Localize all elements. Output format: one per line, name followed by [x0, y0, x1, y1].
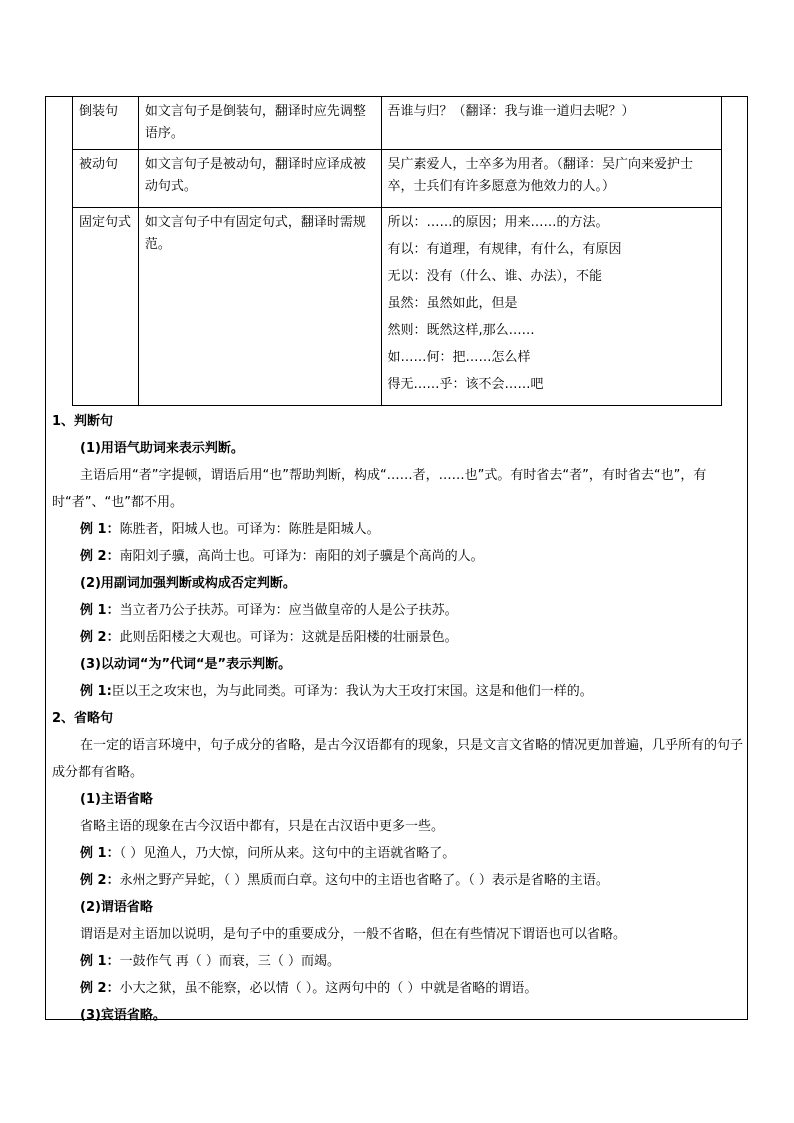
- section-heading: 2、省略句: [52, 711, 114, 726]
- method-cell: 如文言句子是被动句，翻译时应译成被动句式。: [138, 150, 381, 208]
- example-line: [52, 516, 744, 543]
- example-line: 得无……乎：该不会……吧: [387, 377, 544, 392]
- example-label: 例 1:: [80, 684, 112, 699]
- example-line: 吴广素爱人，士卒多为用者。（翻译：吴广向来爱护士卒，士兵们有许多愿意为他效力的人。）: [387, 157, 694, 194]
- example-cell: [381, 208, 721, 406]
- example-line: [52, 948, 744, 975]
- example-line: [52, 543, 744, 570]
- sentence-type-table: [72, 96, 722, 406]
- example-text: 陈胜者，阳城人也。可译为：陈胜是阳城人。: [119, 522, 380, 537]
- paragraph: 谓语是对主语加以说明，是句子中的重要成分，一般不省略，但在有些情况下谓语也可以省略。: [80, 927, 627, 942]
- sentence-type-cell: 倒装句: [73, 97, 139, 150]
- paragraph: 主语后用“者”字提顿，谓语后用“也”帮助判断，构成“……者，……也”式。有时省去“者”，有时省去“也”，有时“者”、“也”都不用。: [52, 468, 707, 510]
- section-heading: 1、判断句: [52, 414, 114, 429]
- subsection-heading: (2)谓语省略: [80, 900, 153, 915]
- example-text: 臣以王之攻宋也，为与此同类。可译为：我认为大王攻打宋国。这是和他们一样的。: [111, 684, 593, 699]
- example-line: [52, 867, 744, 894]
- example-cell: [381, 150, 721, 208]
- example-line: 吾谁与归？（翻译：我与谁一道归去呢？）: [387, 104, 635, 119]
- example-text: 此则岳阳楼之大观也。可译为：这就是岳阳楼的壮丽景色。: [119, 630, 458, 645]
- example-line: 有以：有道理，有规律，有什么，有原因: [387, 242, 622, 257]
- table-row: [73, 150, 722, 208]
- sentence-type-cell: 固定句式: [73, 208, 139, 406]
- example-line: 如……何：把……怎么样: [387, 350, 531, 365]
- example-line: [52, 678, 744, 705]
- example-line: [52, 597, 744, 624]
- example-line: 虽然：虽然如此，但是: [387, 296, 518, 311]
- table-row: [73, 208, 722, 406]
- example-label: 例 2：: [80, 630, 120, 645]
- method-cell: 如文言句子中有固定句式，翻译时需规范。: [138, 208, 381, 406]
- example-line: 无以：没有（什么、谁、办法），不能: [387, 269, 603, 284]
- example-label: 例 1：: [80, 522, 120, 537]
- method-cell: 如文言句子是倒装句，翻译时应先调整语序。: [138, 97, 381, 150]
- example-label: 例 2：: [80, 549, 120, 564]
- table-row: [73, 97, 722, 150]
- subsection-heading: (1)主语省略: [80, 792, 153, 807]
- paragraph: 省略主语的现象在古今汉语中都有，只是在古汉语中更多一些。: [80, 819, 445, 834]
- example-label: 例 2：: [80, 873, 120, 888]
- example-cell: [381, 97, 721, 150]
- example-line: [52, 840, 744, 867]
- example-label: 例 1：: [80, 603, 120, 618]
- subsection-heading: (3)以动词“为”代词“是”表示判断。: [80, 657, 292, 672]
- subsection-heading: (3)宾语省略。: [80, 1008, 166, 1023]
- example-text: （ ）见渔人，乃大惊，问所从来。这句中的主语就省略了。: [119, 846, 456, 861]
- example-line: 然则：既然这样,那么……: [387, 323, 535, 338]
- example-text: 一鼓作气 再（ ）而衰，三（ ）而竭。: [119, 954, 340, 969]
- example-label: 例 2：: [80, 981, 120, 996]
- example-line: [52, 975, 744, 1002]
- subsection-heading: (1)用语气助词来表示判断。: [80, 441, 244, 456]
- notes-content: [52, 408, 744, 1029]
- example-text: 永州之野产异蛇，（ ）黑质而白章。这句中的主语也省略了。（ ）表示是省略的主语。: [119, 873, 609, 888]
- paragraph: 在一定的语言环境中，句子成分的省略，是古今汉语都有的现象，只是文言文省略的情况更加普遍，几乎所有的句子成分都有省略。: [52, 738, 744, 780]
- example-label: 例 1：: [80, 846, 120, 861]
- example-text: 小大之狱，虽不能察，必以情（ ）。这两句中的（ ）中就是省略的谓语。: [119, 981, 538, 996]
- sentence-type-cell: 被动句: [73, 150, 139, 208]
- example-text: 南阳刘子骥，高尚士也。可译为：南阳的刘子骥是个高尚的人。: [119, 549, 484, 564]
- example-label: 例 1：: [80, 954, 120, 969]
- example-text: 当立者乃公子扶苏。可译为：应当做皇帝的人是公子扶苏。: [119, 603, 458, 618]
- example-line: 所以：……的原因；用来……的方法。: [387, 215, 609, 230]
- subsection-heading: (2)用副词加强判断或构成否定判断。: [80, 576, 296, 591]
- example-line: [52, 624, 744, 651]
